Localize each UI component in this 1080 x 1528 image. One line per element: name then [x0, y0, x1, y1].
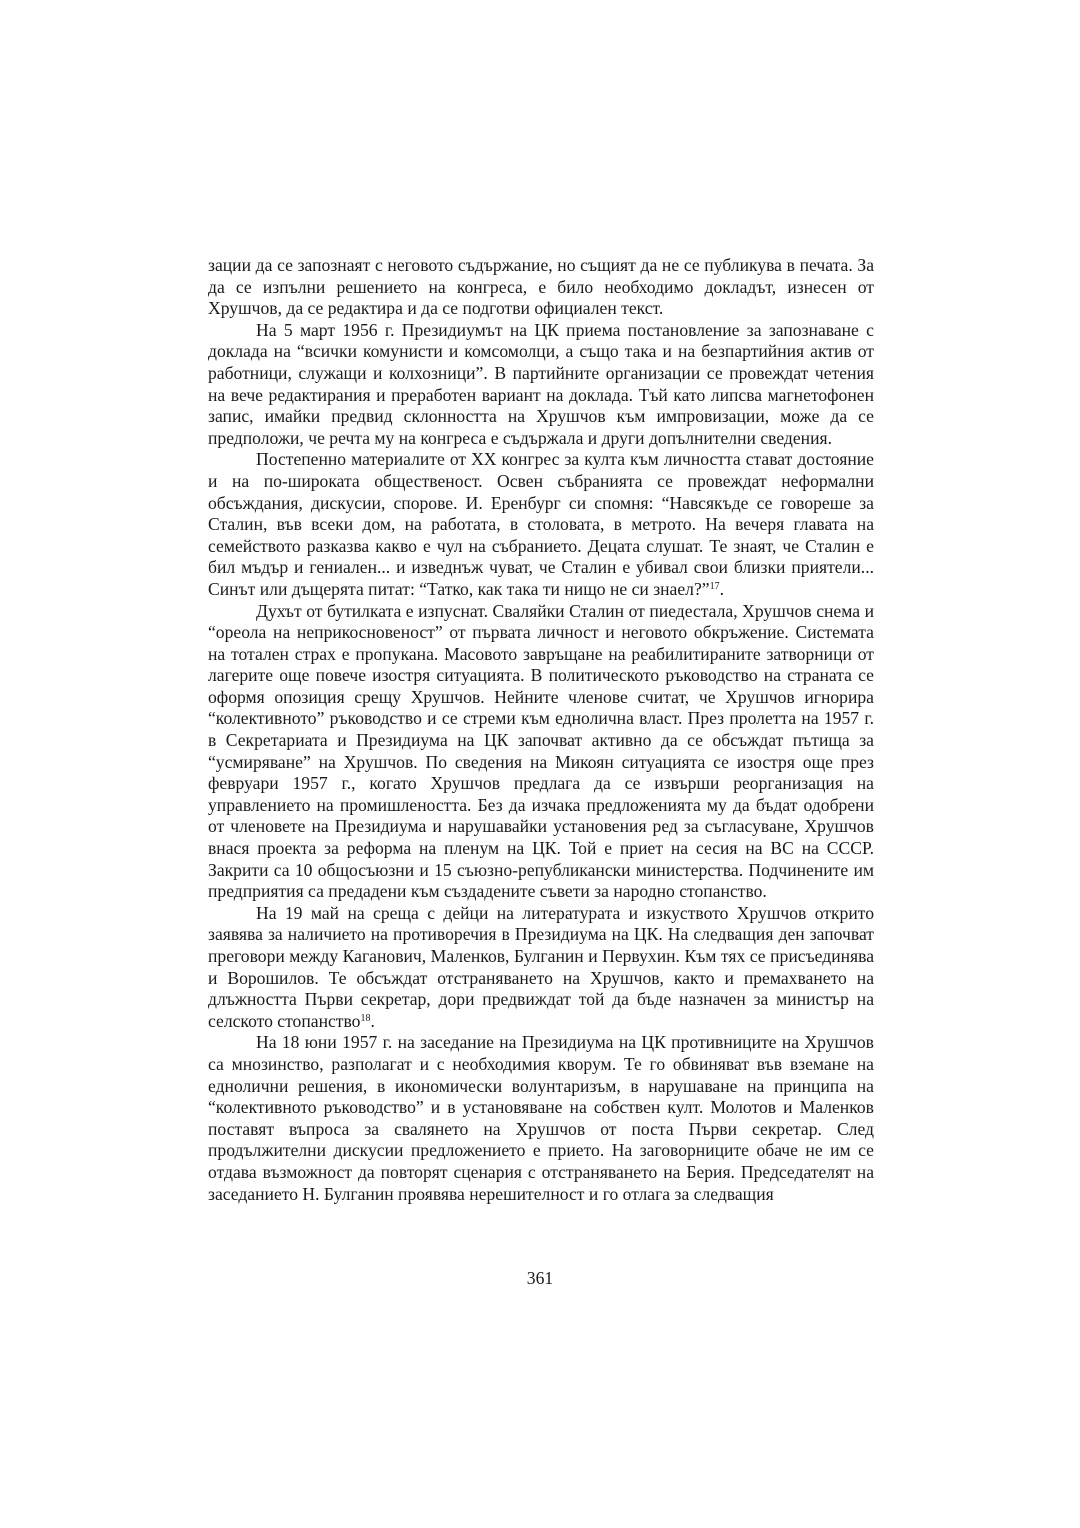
- paragraph-3-tail: .: [719, 578, 724, 599]
- page-number: 361: [526, 1268, 554, 1288]
- body-text: [208, 255, 874, 1205]
- paragraph-5-tail: .: [370, 1010, 375, 1031]
- footnote-ref-18: 18: [360, 1012, 371, 1024]
- paragraph-4-text: Духът от бутилката е изпуснат. Сваляйки Сталин от пиедестала, Хрушчов снема и “ореола на неприкосновеност” от първата личност и неговото обкръжение. Системата на тотален страх е пропукана. Масовото завръщане на реабилитираните затворници от лагерите още повече изостря ситуацията. В политическото ръководство на страната се оформя опозиция срещу Хрушчов. Нейните членове считат, че Хрушчов игнорира “колективното” ръководство и се стреми към еднолична власт. През пролетта на 1957 г. в Секретариата и Президиума на ЦК започват активно да се обсъждат пътища за “усмиряване” на Хрушчов. По сведения на Микоян ситуацията се изостря още през февруари 1957 г., когато Хрушчов предлага да се извърши реорганизация на управлението на промишлеността. Без да изчака предложенията му да бъдат одобрени от членовете на Президиума и нарушавайки установения ред за съгласуване, Хрушчов внася проекта за реформа на пленум на ЦК. Той е приет на сесия на ВС на СССР. Закрити са 10 общосъюзни и 15 съюзно-републикански министерства. Подчинените им предприятия са предадени към създадените съвети за народно стопанство.: [208, 600, 874, 902]
- paragraph-6: [208, 1032, 874, 1205]
- paragraph-3-text: Постепенно материалите от ХХ конгрес за култа към личността стават достояние и на по-широката общественост. Освен събранията се провеждат неформални обсъждания, дискусии, спорове. И. Еренбург си спомня: “Навсякъде се говореше за Сталин, във всеки дом, на работата, в столовата, в метрото. На вечеря главата на семейството разказва какво е чул на събранието. Децата слушат. Те знаят, че Сталин е бил мъдър и гениален... и изведнъж чуват, че Сталин е убивал свои близки приятели... Синът или дъщерята питат: “Татко, как така ти нищо не си знаел?”: [208, 449, 874, 599]
- footnote-ref-17: 17: [709, 580, 720, 592]
- paragraph-2: [208, 320, 874, 450]
- paragraph-1-text: зации да се запознаят с неговото съдържание, но същият да не се публикува в печата. За да се изпълни решението на конгреса, е било необходимо докладът, изнесен от Хрушчов, да се редактира и да се подготви официален текст.: [208, 255, 874, 319]
- paragraph-3: [208, 449, 874, 600]
- paragraph-6-text: На 18 юни 1957 г. на заседание на Президиума на ЦК противниците на Хрушчов са мнозинство, разполагат и с необходимия кворум. Те го обвиняват във вземане на еднолични решения, в икономически волунтаризъм, в нарушаване на принципа на “колективното ръководство” и в установяване на собствен култ. Молотов и Маленков поставят въпроса за свалянето на Хрушчов от поста Първи секретар. След продължителни дискусии предложението е прието. На заговорниците обаче не им се отдава възможност да повторят сценария с отстраняването на Берия. Председателят на заседанието Н. Булганин проявява нерешителност и го отлага за следващия: [208, 1032, 874, 1204]
- paragraph-5-text: На 19 май на среща с дейци на литературата и изкуството Хрушчов открито заявява за наличието на противоречия в Президиума на ЦК. На следващия ден започват преговори между Каганович, Маленков, Булганин и Первухин. Към тях се присъединява и Ворошилов. Те обсъждат отстраняването на Хрушчов, както и премахването на длъжността Първи секретар, дори предвиждат той да бъде назначен за министър на селското стопанство: [208, 902, 874, 1031]
- paragraph-1: [208, 255, 874, 320]
- paragraph-2-text: На 5 март 1956 г. Президиумът на ЦК приема постановление за запознаване с доклада на “всички комунисти и комсомолци, а също така и на безпартийния актив от работници, служащи и колхозници”. В партийните организации се провеждат четения на вече редактирания и преработен вариант на доклада. Тъй като липсва магнетофонен запис, имайки предвид склонността на Хрушчов към импровизации, може да се предположи, че речта му на конгреса е съдържала и други допълнителни сведения.: [208, 319, 874, 448]
- paragraph-4: [208, 601, 874, 903]
- paragraph-5: [208, 903, 874, 1033]
